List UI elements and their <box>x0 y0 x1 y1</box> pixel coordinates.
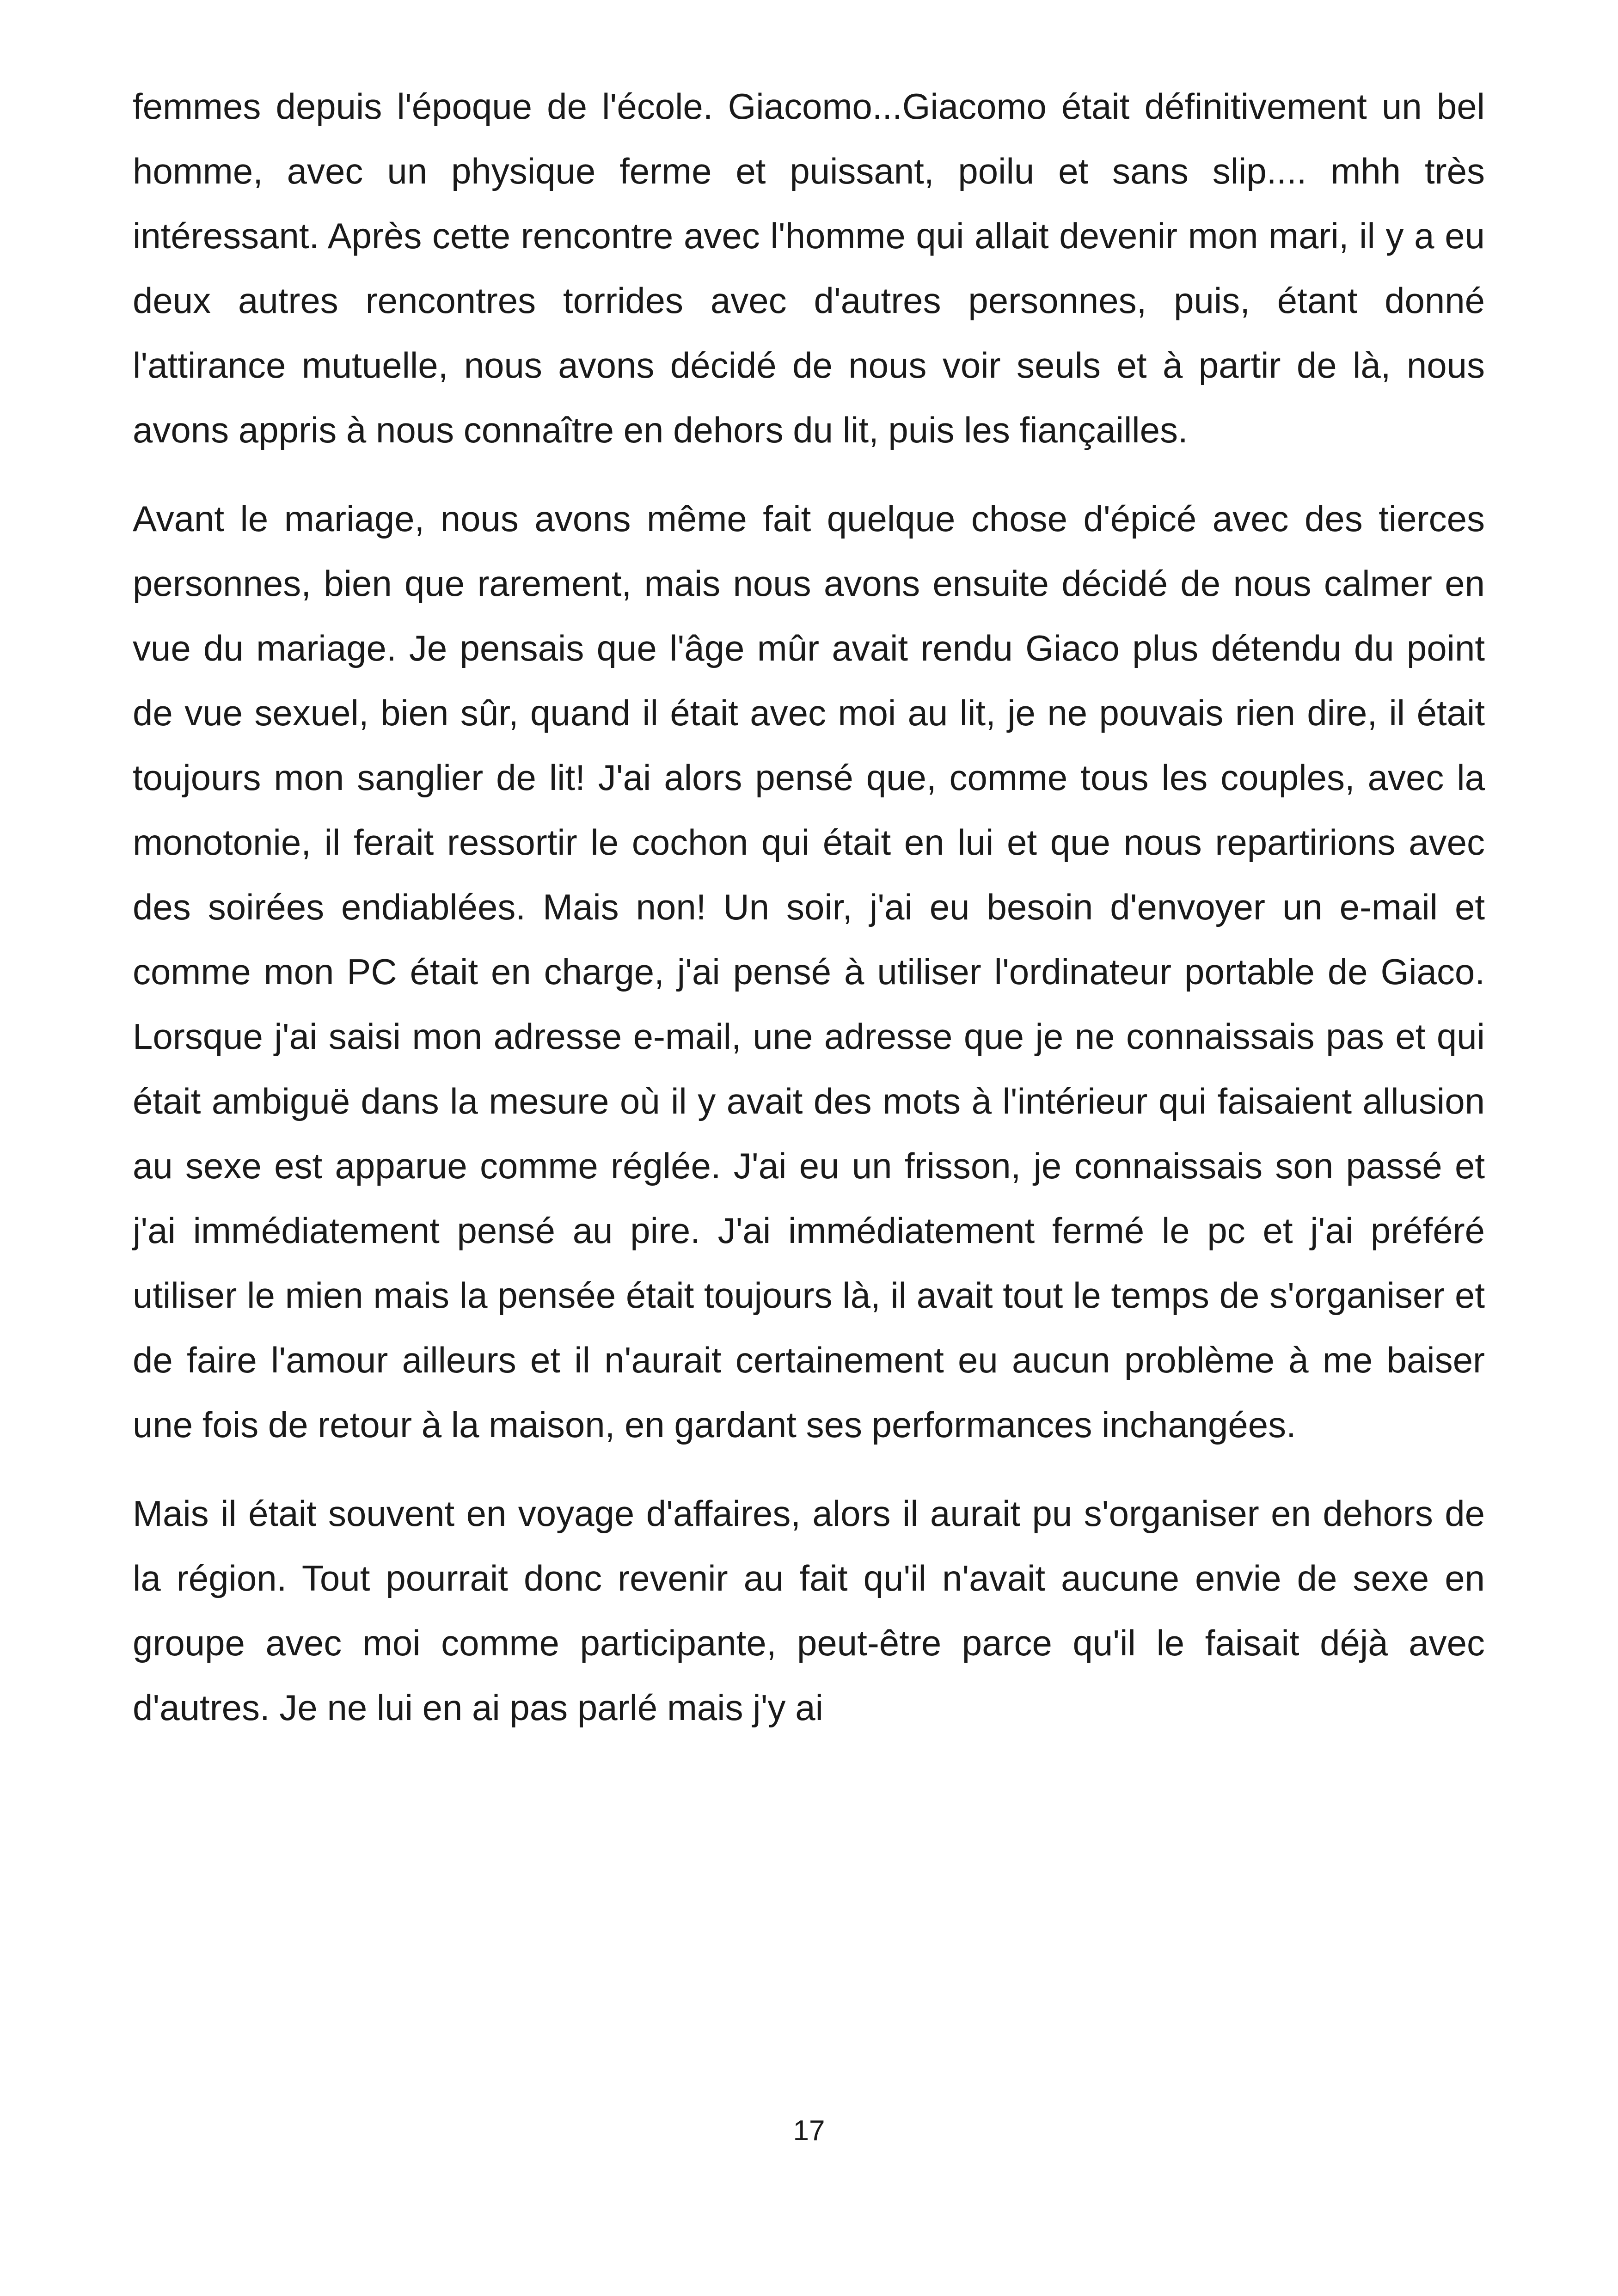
page-number: 17 <box>793 2115 825 2147</box>
paragraph-1: femmes depuis l'époque de l'école. Giacomo...Giacomo était définitivement un bel homme, avec un physique ferme et puissant, poilu et sans slip.... mhh très intéressant. Après cette rencontre avec l'homme qui allait devenir mon mari, il y a eu deux autres rencontres torrides avec d'autres personnes, puis, étant donné l'attirance mutuelle, nous avons décidé de nous voir seuls et à partir de là, nous avons appris à nous connaître en dehors du lit, puis les fiançailles. <box>133 86 1485 450</box>
paragraph-2: Avant le mariage, nous avons même fait quelque chose d'épicé avec des tierces personnes, bien que rarement, mais nous avons ensuite décidé de nous calmer en vue du mariage. Je pensais que l'âge mûr avait rendu Giaco plus détendu du point de vue sexuel, bien sûr, quand il était avec moi au lit, je ne pouvais rien dire, il était toujours mon sanglier de lit! J'ai alors pensé que, comme tous les couples, avec la monotonie, il ferait ressortir le cochon qui était en lui et que nous repartirions avec des soirées endiablées. Mais non! Un soir, j'ai eu besoin d'envoyer un e-mail et comme mon PC était en charge, j'ai pensé à utiliser l'ordinateur portable de Giaco. Lorsque j'ai saisi mon adresse e-mail, une adresse que je ne connaissais pas et qui était ambiguë dans la mesure où il y avait des mots à l'intérieur qui faisaient allusion au sexe est apparue comme réglée. J'ai eu un frisson, je connaissais son passé et j'ai immédiatement pensé au pire. J'ai immédiatement fermé le pc et j'ai préféré utiliser le mien mais la pensée était toujours là, il avait tout le temps de s'organiser et de faire l'amour ailleurs et il n'aurait certainement eu aucun problème à me baiser une fois de retour à la maison, en gardant ses performances inchangées. <box>133 498 1485 1445</box>
paragraph-3: Mais il était souvent en voyage d'affaires, alors il aurait pu s'organiser en dehors de la région. Tout pourrait donc revenir au fait qu'il n'avait aucune envie de sexe en groupe avec moi comme participante, peut-être parce qu'il le faisait déjà avec d'autres. Je ne lui en ai pas parlé mais j'y ai <box>133 1493 1485 1728</box>
body-text <box>133 74 1485 1764</box>
